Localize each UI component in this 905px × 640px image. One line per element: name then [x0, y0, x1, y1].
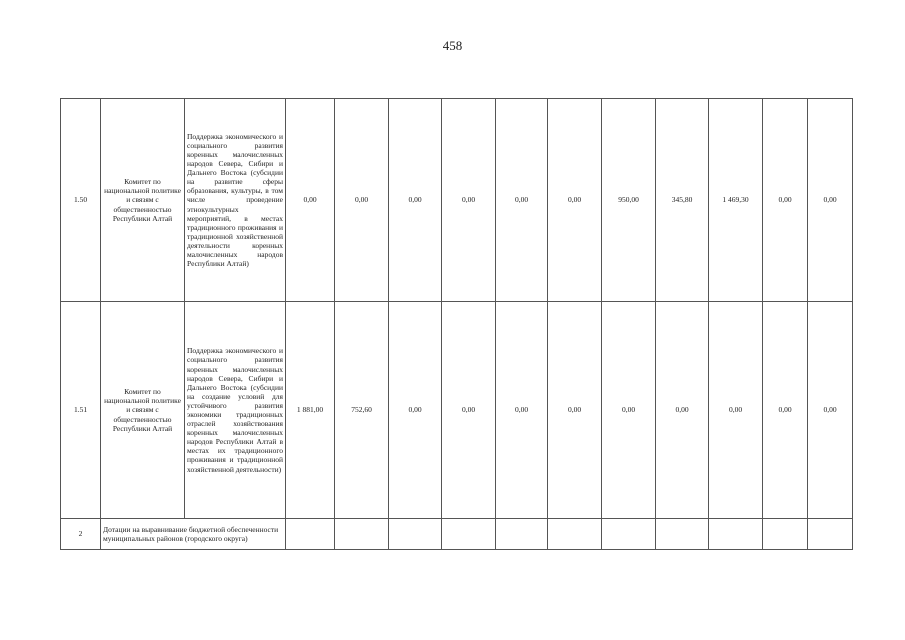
value-cell: 0,00 [389, 99, 442, 302]
empty-cell [709, 519, 763, 550]
value-cell: 752,60 [335, 302, 389, 519]
row-number: 2 [61, 519, 101, 550]
empty-cell [763, 519, 808, 550]
table-row [61, 302, 853, 519]
empty-cell [335, 519, 389, 550]
section-title-cell: Дотации на выравнивание бюджетной обеспеченности муниципальных районов (городского округа) [101, 519, 286, 550]
empty-cell [286, 519, 335, 550]
description-cell: Поддержка экономического и социального развития коренных малочисленных народов Севера, Сибири и Дальнего Востока (субсидии на развитие сферы образования, культуры, в том числе проведение этнокультурных мероприятий, в местах традиционного проживания и традиционной хозяйственной деятельности коренных малочисленных народов Республики Алтай) [185, 99, 286, 302]
budget-table [60, 98, 853, 550]
value-cell: 0,00 [763, 99, 808, 302]
empty-cell [548, 519, 602, 550]
value-cell: 0,00 [548, 302, 602, 519]
value-cell: 1 469,30 [709, 99, 763, 302]
value-cell: 0,00 [602, 302, 656, 519]
value-cell: 0,00 [709, 302, 763, 519]
value-cell: 1 881,00 [286, 302, 335, 519]
empty-cell [808, 519, 853, 550]
organization-cell: Комитет по национальной политике и связям с общественностью Республики Алтай [101, 302, 185, 519]
value-cell: 950,00 [602, 99, 656, 302]
empty-cell [389, 519, 442, 550]
value-cell: 0,00 [389, 302, 442, 519]
value-cell: 0,00 [496, 99, 548, 302]
value-cell: 0,00 [496, 302, 548, 519]
value-cell: 0,00 [808, 302, 853, 519]
organization-cell: Комитет по национальной политике и связям с общественностью Республики Алтай [101, 99, 185, 302]
value-cell: 0,00 [286, 99, 335, 302]
empty-cell [496, 519, 548, 550]
page-number: 458 [442, 38, 463, 53]
table-row [61, 99, 853, 302]
value-cell: 345,80 [656, 99, 709, 302]
table-row [61, 519, 853, 550]
empty-cell [656, 519, 709, 550]
value-cell: 0,00 [442, 302, 496, 519]
value-cell: 0,00 [808, 99, 853, 302]
empty-cell [602, 519, 656, 550]
value-cell: 0,00 [335, 99, 389, 302]
description-cell: Поддержка экономического и социального развития коренных малочисленных народов Севера, Сибири и Дальнего Востока (субсидии на создание условий для устойчивого развития экономики традиционных отраслей хозяйствования коренных малочисленных народов Республики Алтай в местах их традиционного проживания и традиционной хозяйственной деятельности) [185, 302, 286, 519]
value-cell: 0,00 [442, 99, 496, 302]
value-cell: 0,00 [548, 99, 602, 302]
empty-cell [442, 519, 496, 550]
value-cell: 0,00 [763, 302, 808, 519]
row-number: 1.51 [61, 302, 101, 519]
value-cell: 0,00 [656, 302, 709, 519]
row-number: 1.50 [61, 99, 101, 302]
